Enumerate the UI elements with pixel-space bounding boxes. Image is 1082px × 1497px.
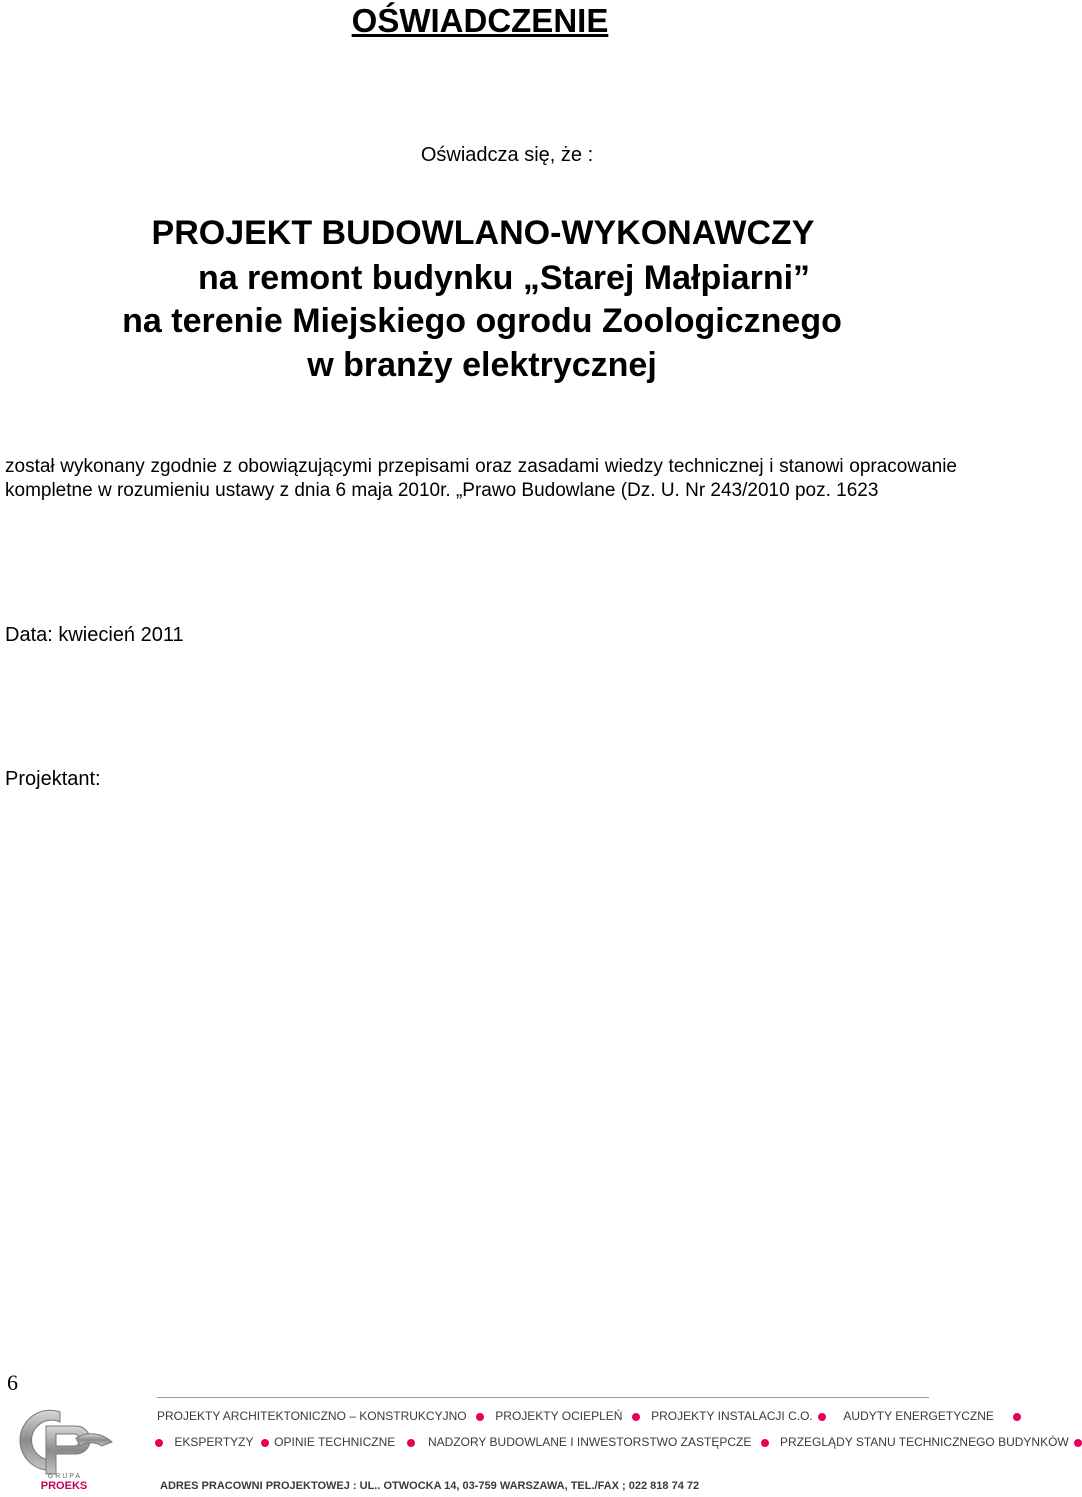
bullet-icon [407,1439,415,1447]
bullet-icon [1013,1413,1021,1421]
declaration-intro: Oświadcza się, że : [420,144,594,166]
company-logo [14,1408,114,1492]
page-number: 6 [7,1370,18,1395]
bullet-icon [761,1439,769,1447]
footer-address: ADRES PRACOWNI PROJEKTOWEJ : UL.. OTWOCKA 14, 03-759 WARSZAWA, TEL./FAX ; 022 818 74 72 [160,1480,700,1492]
svg-text:G R U P A: G R U P A [47,1473,81,1480]
footer-services-row-1 [157,1409,1021,1423]
document-date: Data: kwiecień 2011 [5,624,184,646]
footer-services-row-2 [155,1435,1082,1449]
proeks-logo-icon [14,1408,114,1492]
svg-text:PROEKS: PROEKS [40,1480,88,1492]
footer-service: PRZEGLĄDY STANU TECHNICZNEGO BUDYNKÓW [780,1435,1069,1449]
project-title-line: PROJEKT BUDOWLANO-WYKONAWCZY [151,214,815,252]
project-title-line: w branży elektrycznej [307,346,657,384]
footer-service: AUDYTY ENERGETYCZNE [843,1409,994,1423]
bullet-icon [1074,1439,1082,1447]
designer-label: Projektant: [5,768,101,790]
footer-service: PROJEKTY ARCHITEKTONICZNO – KONSTRUKCYJNO [157,1409,467,1423]
footer-divider [157,1397,929,1398]
footer-service: PROJEKTY INSTALACJI C.O. [651,1409,813,1423]
document-title: OŚWIADCZENIE [351,2,609,39]
bullet-icon [261,1439,269,1447]
project-title-line: na remont budynku „Starej Małpiarni” [197,259,811,297]
footer-service: NADZORY BUDOWLANE I INWESTORSTWO ZASTĘPCZE [427,1435,752,1449]
footer-service: EKSPERTYZY [174,1435,254,1449]
footer-service: OPINIE TECHNICZNE [274,1435,396,1449]
statement-paragraph: został wykonany zgodnie z obowiązującymi przepisami oraz zasadami wiedzy technicznej i stanowi opracowanie kompletne w rozumieniu ustawy z dnia 6 maja 2010r. „Prawo Budowlane (Dz. U. Nr 243/2010 poz. 1623 [5,456,957,501]
project-title-line: na terenie Miejskiego ogrodu Zoologicznego [122,302,842,340]
footer-service: PROJEKTY OCIEPLEŃ [495,1409,623,1423]
bullet-icon [476,1413,484,1421]
bullet-icon [155,1439,163,1447]
bullet-icon [632,1413,640,1421]
bullet-icon [818,1413,826,1421]
